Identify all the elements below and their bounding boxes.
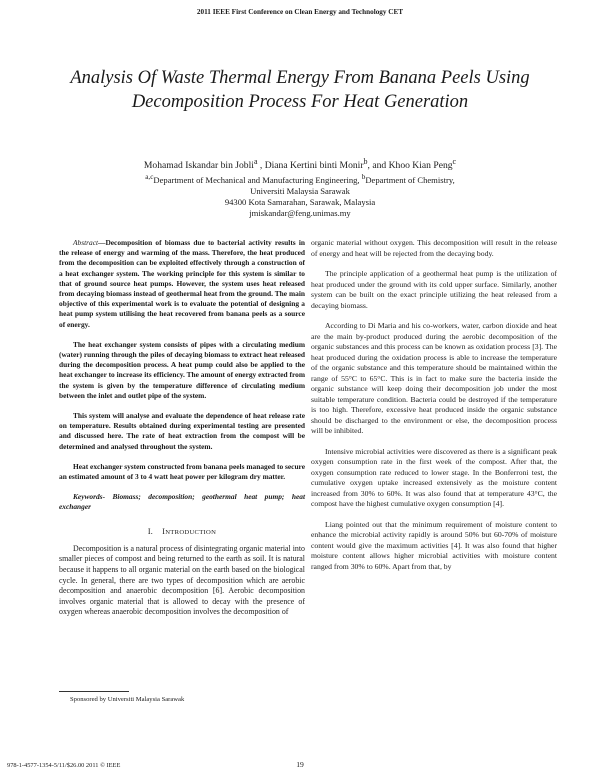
abstract-paragraph: The heat exchanger system consists of pipes with a circulating medium (water) running through the piles of decaying biomass to extract heat released during the decomposition process. A heat pump could also be applied to the heat exchanger to increase its efficiency. The amount of energy extracted from the system is given by the temperature difference of circulating medium between the inlet and outlet pipe of the system. [59, 339, 305, 400]
affiliation-text: Department of Mechanical and Manufacturing Engineering, [153, 174, 362, 185]
keywords-line [59, 492, 305, 512]
abstract-label: Abstract [73, 238, 99, 247]
abstract-text: —Decomposition of biomass due to bacterial activity results in the release of energy and warming of the mass. Therefore, the heat produced from the decomposition can be exploited effectively through a construction of a heat exchanger system. The working principle for this system is similar to that of ground source heat pumps. However, the system uses heat released from decaying biomass instead of geothermal heat from the ground. The main objective of this experimental work is to evaluate the potential of designing a heat pump system utilising the heat recovered from banana peels as a source of energy. [59, 238, 305, 329]
intro-paragraph: Decomposition is a natural process of disintegrating organic material into smaller pieces of compost and being returned to the earth as soil. It is natural because it happens to all organic material on the earth based on the biological cycle. In general, there are two types of decomposition which are aerobic decomposition and anaerobic decomposition [6]. Aerobic decomposition involves organic material that is allowed to decay with the presence of oxygen whereas anaerobic decomposition involves the decomposition of [59, 543, 305, 617]
affiliation-superscript: b [361, 173, 366, 181]
author-list [60, 157, 540, 171]
left-column [59, 238, 305, 618]
footnote-rule [59, 691, 129, 692]
conference-header: 2011 IEEE First Conference on Clean Energy and Technology CET [196, 8, 404, 16]
body-paragraph: The principle application of a geothermal heat pump is the utilization of heat produced under the ground with its cold upper surface. Similarly, another system can be built on the exact principle utilizing the heat released from a decaying biomass. [311, 269, 557, 310]
affiliation-superscript: a,c [145, 173, 154, 181]
affiliation-text: Department of Chemistry, [365, 174, 455, 185]
keywords-text: Biomass; decomposition; geothermal heat pump; heat exchanger [59, 492, 305, 512]
section-title-initial: I [162, 526, 166, 536]
right-column [311, 238, 557, 572]
body-paragraph: According to Di Maria and his co-workers, water, carbon dioxide and heat are the main by-product produced during the aerobic decomposition of the organic substances and this process can be known as oxidation process [3]. The heat produced during the oxidation process is able to increase the temperature of the organic substance and this temperature should be maintained within the range of 55°C to 65°C. This is in fact to make sure the bacteria inside the organic substance will keep doing their decomposition job under the most suitable temperature condition. Bacteria could be destroyed if the temperature is too high. Therefore, excessive heat produced inside the organic substance should be discharged to the environment or else, the decomposition process will be inhibited. [311, 321, 557, 435]
section-number: I. [147, 526, 154, 536]
abstract-paragraph: Heat exchanger system constructed from banana peels managed to secure an estimated amount of 3 to 4 watt heat power per kilogram dry matter. [59, 461, 305, 482]
author-superscript: a [253, 157, 258, 166]
footnote: Sponsored by Universiti Malaysia Sarawak [70, 696, 185, 703]
section-title-rest: NTRODUCTION [165, 528, 217, 536]
affiliation-university: Universiti Malaysia Sarawak [250, 185, 350, 196]
author-superscript: c [452, 157, 457, 166]
affiliation-block [60, 172, 540, 219]
page-number: 19 [296, 760, 304, 769]
author-superscript: b [363, 157, 368, 166]
abstract-paragraph: This system will analyse and evaluate the dependence of heat release rate on temperature. Results obtained during experimental testing are presented and discussed here. The rate of heat extraction from the compost will be determined and analysed throughout the system. [59, 411, 305, 451]
author-name: , and Khoo Kian Peng [367, 160, 453, 172]
abstract-paragraph [59, 238, 305, 330]
author-name: Mohamad Iskandar bin Jobli [143, 160, 254, 172]
isbn-footer: 978-1-4577-1354-5/11/$26.00 2011 © IEEE [7, 762, 121, 769]
paper-title: Analysis Of Waste Thermal Energy From Banana Peels Using Decomposition Process For Heat Generation [70, 68, 530, 112]
section-heading [59, 527, 305, 538]
author-email: jmiskandar@feng.unimas.my [249, 207, 351, 218]
body-paragraph: organic material without oxygen. This decomposition will result in the release of energy and heat will be rejected from the decaying body. [311, 238, 557, 258]
keywords-label: Keywords- [73, 492, 106, 502]
affiliation-address: 94300 Kota Samarahan, Sarawak, Malaysia [224, 196, 376, 207]
affiliation-line [60, 172, 540, 186]
body-paragraph: Intensive microbial activities were discovered as there is a significant peak oxygen consumption rate in the first week of the compost. After that, the oxygen consumption rate reduced to lower stage. In the Bonferroni test, the cumulative oxygen uptake increased extensively as the moisture content increased from 30% to 60%. It was also found that at temperature 43°C, the compost have the highest cumulative oxygen consumption [4]. [311, 446, 557, 508]
author-name: , Diana Kertini binti Monir [257, 160, 364, 172]
body-paragraph: Liang pointed out that the minimum requirement of moisture content to enhance the microbial activity rapidly is around 50% but 60-70% of moisture content would give the maximum activities [4]. It was also found that higher moisture content allows higher microbial activities with moisture content ranged from 30% to 60%. Apart from that, by [311, 519, 557, 571]
